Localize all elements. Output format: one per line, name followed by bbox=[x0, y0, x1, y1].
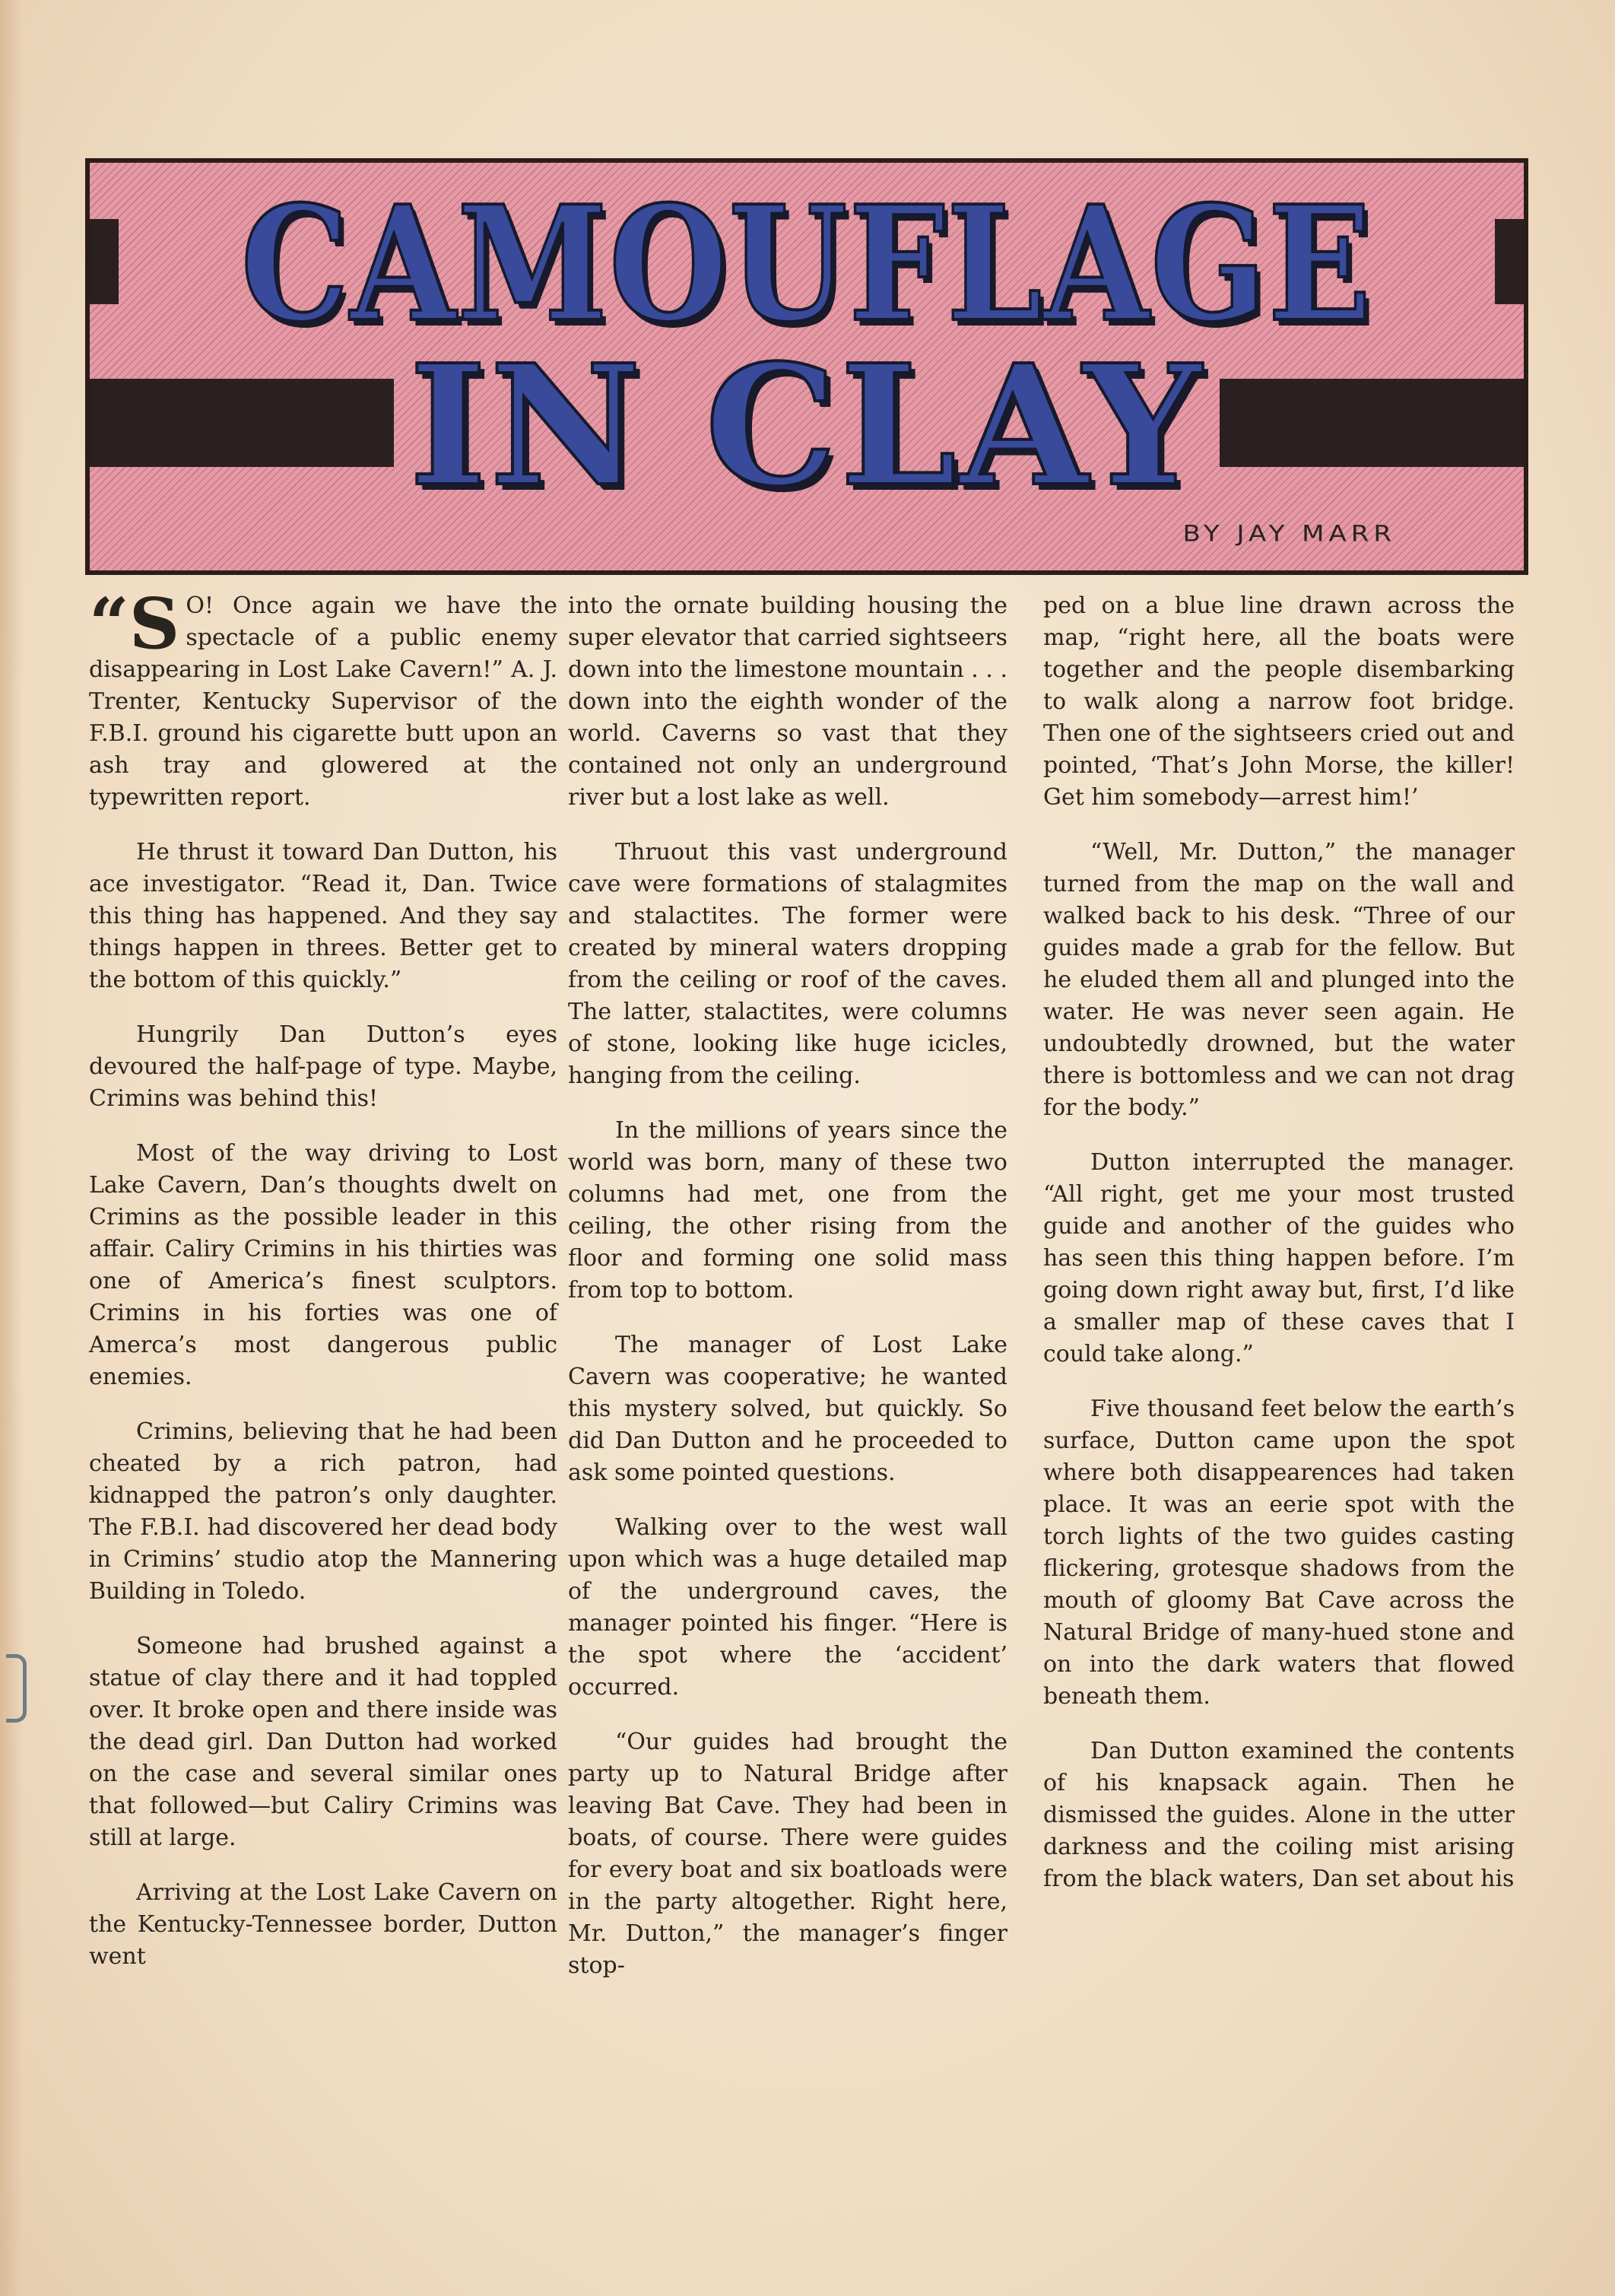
story-paragraph: In the millions of years since the world was born, many of these two columns had met, one from the ceiling, the other rising from the floor and forming one solid mass from top to bottom. bbox=[568, 1117, 1007, 1304]
story-paragraph: Hungrily Dan Dutton’s eyes devoured the half-page of type. Maybe, Crimins was behind this! bbox=[89, 1021, 557, 1112]
story-paragraph: Thruout this vast underground cave were formations of stalagmites and stalactites. The former were created by mineral waters dropping from the ceiling or roof of the caves. The latter, stalactites, were columns of stone, looking like huge icicles, hanging from the ceiling. bbox=[568, 839, 1007, 1089]
story-column-1 bbox=[89, 583, 557, 1996]
story-paragraph bbox=[89, 583, 557, 814]
story-paragraph: He thrust it toward Dan Dutton, his ace investigator. “Read it, Dan. Twice this thing has happened. And they say things happen in threes. Better get to the bottom of this quickly.” bbox=[89, 839, 557, 993]
story-paragraph: Dutton interrupted the manager. “All right, get me your most trusted guide and another of the guides who has seen this thing happen before. I’m going down right away but, first, I’d like a smaller map of these caves that I could take along.” bbox=[1043, 1149, 1515, 1367]
story-paragraph: Five thousand feet below the earth’s surface, Dutton came upon the spot where both disappearences had taken place. It was an eerie spot with the torch lights of the two guides casting flickering, grotesque shadows from the mouth of gloomy Bat Cave across the Natural Bridge of many-hued stone and on into the dark waters that flowed beneath them. bbox=[1043, 1396, 1515, 1710]
dropcap bbox=[89, 583, 180, 665]
dropcap-letter: S bbox=[129, 583, 180, 665]
story-column-3 bbox=[1043, 590, 1515, 1918]
banner-bar-top-right bbox=[1495, 219, 1524, 304]
story-paragraph: Walking over to the west wall upon which was a huge detailed map of the underground caves, the manager pointed his finger. “Here is the spot where the ‘accident’ occurred. bbox=[568, 1514, 1007, 1701]
title-line-1: CAMOUFLAGE bbox=[240, 172, 1373, 357]
story-paragraph: Crimins, believing that he had been cheated by a rich patron, had kidnapped the patron’s only daughter. The F.B.I. had discovered her dead body in Crimins’ studio atop the Mannering Building in Toledo. bbox=[89, 1418, 557, 1605]
banner-bar-top-left bbox=[90, 219, 119, 304]
story-paragraph: Arriving at the Lost Lake Cavern on the Kentucky-Tennessee border, Dutton went bbox=[89, 1879, 557, 1970]
page-edge-shadow bbox=[0, 0, 23, 2296]
story-column-2 bbox=[568, 590, 1007, 2005]
story-paragraph: Dan Dutton examined the contents of his knapsack again. Then he dismissed the guides. Alone in the utter darkness and the coiling mist arising from the black waters, Dan set about his bbox=[1043, 1738, 1515, 1892]
story-paragraph: into the ornate building housing the super elevator that carried sightseers down into the limestone mountain . . . down into the eighth wonder of the world. Caverns so vast that they contained not only an underground river but a lost lake as well. bbox=[568, 592, 1007, 811]
story-paragraph: “Our guides had brought the party up to Natural Bridge after leaving Bat Cave. They had been in boats, of course. There were guides for every boat and six boatloads were in the party altogether. Right here, Mr. Dutton,” the manager’s finger stop- bbox=[568, 1729, 1007, 1979]
title-banner bbox=[85, 158, 1528, 575]
staple bbox=[6, 1654, 27, 1723]
story-paragraph: “Well, Mr. Dutton,” the manager turned from the map on the wall and walked back to his desk. “Three of our guides made a grab for the fellow. But he eluded them all and plunged into the water. He was never seen again. He undoubtedly drowned, but the water there is bottomless and we can not drag for the body.” bbox=[1043, 839, 1515, 1121]
story-paragraph: The manager of Lost Lake Cavern was cooperative; he wanted this mystery solved, but quickly. So did Dan Dutton and he proceeded to ask some pointed questions. bbox=[568, 1332, 1007, 1486]
byline: BY JAY MARR bbox=[1182, 521, 1396, 547]
title-line-2: IN CLAY bbox=[409, 329, 1204, 523]
paragraph-text: O! Once again we have the spectacle of a public enemy disappearing in Lost Lake Cavern!” A. J. Trenter, Kentucky Supervisor of the F.B.I. ground his cigarette butt upon an ash tray and glowered at the typewritten report. bbox=[89, 592, 557, 811]
story-paragraph: Most of the way driving to Lost Lake Cavern, Dan’s thoughts dwelt on Crimins as the possible leader in this affair. Caliry Crimins in his thirties was one of America’s finest sculptors. Crimins in his forties was one of Amerca’s most dangerous public enemies. bbox=[89, 1140, 557, 1390]
story-paragraph: Someone had brushed against a statue of clay there and it had toppled over. It broke open and there inside was the dead girl. Dan Dutton had worked on the case and several similar ones that followed—but Caliry Crimins was still at large. bbox=[89, 1633, 557, 1851]
opening-quote: “ bbox=[89, 583, 129, 665]
story-paragraph: ped on a blue line drawn across the map, “right here, all the boats were together and the people disembarking to walk along a narrow foot bridge. Then one of the sightseers cried out and pointed, ‘That’s John Morse, the killer! Get him somebody—arrest him!’ bbox=[1043, 592, 1515, 811]
